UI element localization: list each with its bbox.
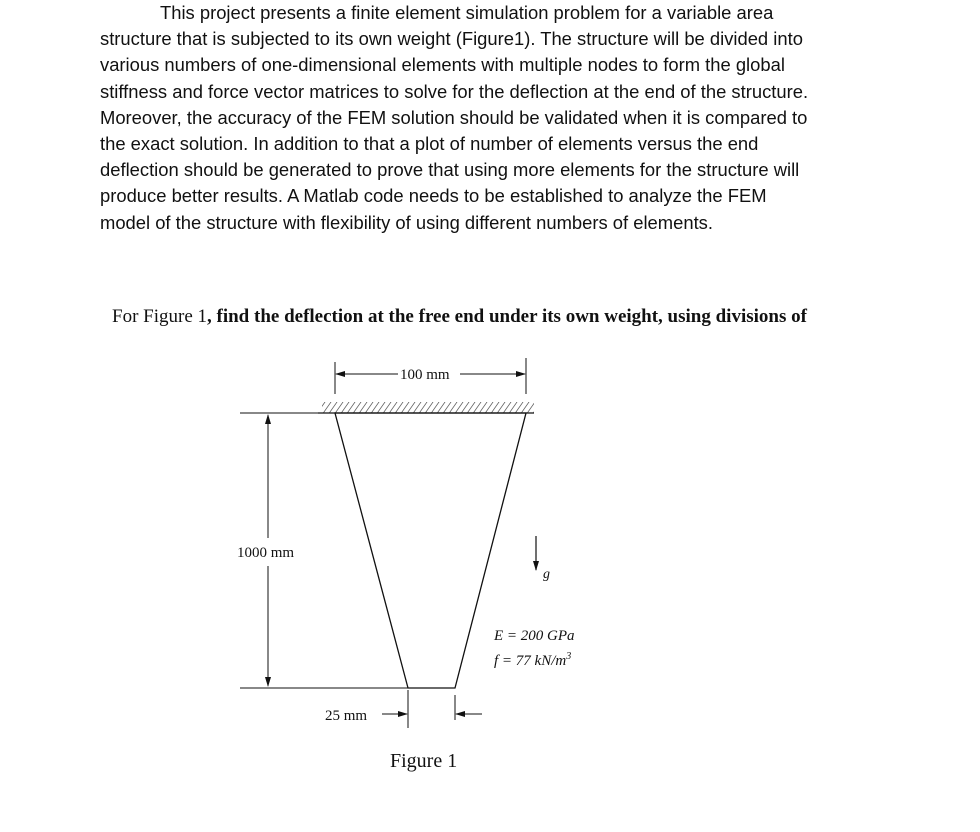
paragraph-line: deflection should be generated to prove that using more elements for the structure will bbox=[100, 159, 800, 181]
modulus-label: E = 200 GPa bbox=[494, 628, 575, 644]
tapered-bar bbox=[335, 413, 526, 688]
gravity-label: g bbox=[543, 567, 550, 582]
figure-caption: Figure 1 bbox=[390, 750, 458, 772]
paragraph-line: model of the structure with flexibility of using different numbers of elements. bbox=[100, 211, 713, 233]
fixed-support-hatch bbox=[322, 402, 534, 413]
question-figure-ref: For Figure 1 bbox=[112, 306, 207, 327]
question-text: , find the deflection at the free end under its own weight, using divisions of bbox=[207, 306, 807, 327]
weight-density-exponent: 3 bbox=[566, 651, 572, 662]
paragraph-line: the exact solution. In addition to that a plot of number of elements versus the end bbox=[100, 133, 759, 155]
top-width-label: 100 mm bbox=[400, 367, 450, 383]
paragraph-line: Moreover, the accuracy of the FEM solution should be validated when it is compared to bbox=[100, 106, 808, 128]
height-label: 1000 mm bbox=[237, 545, 295, 561]
bottom-width-label: 25 mm bbox=[325, 708, 368, 724]
paragraph-line: stiffness and force vector matrices to solve for the deflection at the end of the structure. bbox=[100, 80, 809, 102]
weight-density-label bbox=[494, 651, 571, 669]
weight-density-text: f = 77 kN/m bbox=[494, 653, 567, 669]
paragraph-line: This project presents a finite element simulation problem for a variable area bbox=[160, 2, 774, 23]
paragraph-line: various numbers of one-dimensional elements with multiple nodes to form the global bbox=[100, 54, 785, 76]
paragraph-line: produce better results. A Matlab code needs to be established to analyze the FEM bbox=[100, 185, 767, 207]
paragraph-line: structure that is subjected to its own weight (Figure1). The structure will be divided into bbox=[100, 28, 803, 50]
